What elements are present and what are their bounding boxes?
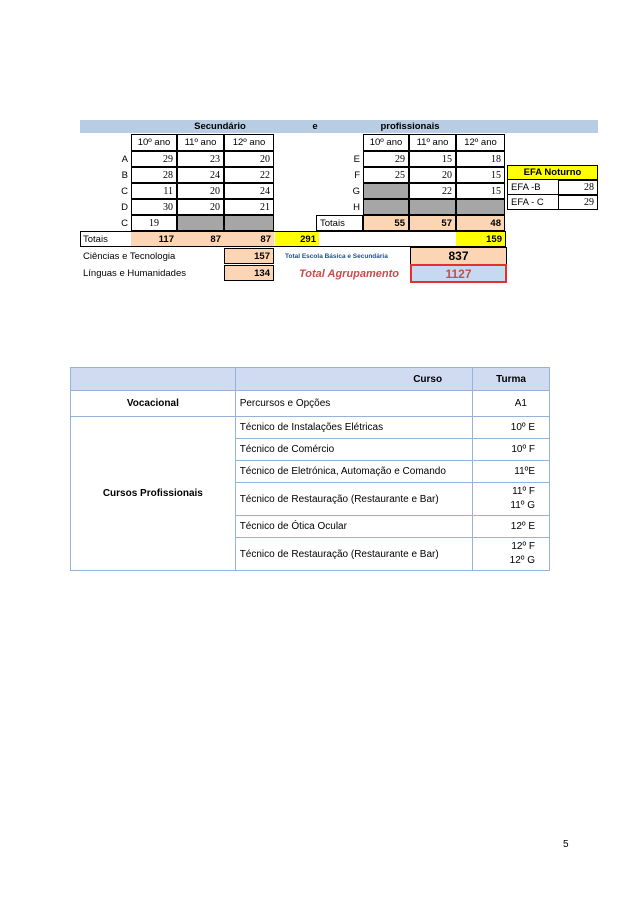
prof-cell: 15 [456,183,505,199]
turma-line: 12º G [509,555,535,566]
prof-row-label: F [354,169,360,181]
sec-cell: 30 [131,199,177,215]
header-e: e [312,121,318,132]
vocacional-row [71,391,550,417]
prof-year-11: 11º ano [409,134,456,151]
prof-total-cell: 57 [409,215,456,231]
header-curso: Curso [235,368,472,391]
sec-cell: 21 [224,199,274,215]
curso-name: Técnico de Restauração (Restaurante e Bar) [235,538,472,571]
total-escola-label: Total Escola Básica e Secundária [285,252,388,260]
page-number: 5 [563,839,569,850]
linguas-label: Línguas e Humanidades [83,267,186,279]
turma-cell [473,538,550,571]
sec-cell: 11 [131,183,177,199]
vocacional-label: Vocacional [71,391,236,417]
turma-cell: 10º F [473,439,550,461]
sec-cell: 28 [131,167,177,183]
sec-cell-empty [224,215,274,231]
sec-cell: 23 [177,151,224,167]
prof-cell-empty [456,199,505,215]
prof-cell: 22 [409,183,456,199]
sec-cell: 24 [224,183,274,199]
header-turma: Turma [473,368,550,391]
header-band [80,120,598,133]
header-empty [71,368,236,391]
turma-cell: 12º E [473,516,550,538]
total-agrupamento-label: Total Agrupamento [298,268,399,280]
prof-cell: 20 [409,167,456,183]
prof-totals-label: Totais [316,215,363,231]
prof-cell: 29 [363,151,409,167]
turma-cell: 10º E [473,417,550,439]
vocacional-curso: Percursos e Opções [235,391,472,417]
total-escola-value: 837 [410,247,507,265]
turma-cell [473,483,550,516]
curso-name: Técnico de Comércio [235,439,472,461]
totals-sum: 291 [275,232,319,246]
profissionais-label: Cursos Profissionais [71,417,236,571]
sec-cell: 19 [131,215,177,231]
sec-year-12: 12º ano [224,134,274,151]
sec-cell: 20 [177,199,224,215]
prof-cell-empty [363,183,409,199]
sec-cell: 20 [177,183,224,199]
efa-value: 28 [558,180,598,195]
efa-label: EFA -B [507,180,558,195]
sec-cell: 22 [224,167,274,183]
totals-cell: 87 [177,232,224,246]
prof-cell-empty [409,199,456,215]
efa-label: EFA - C [507,195,558,210]
curso-name: Técnico de Eletrónica, Automação e Comando [235,461,472,483]
prof-year-10: 10º ano [363,134,409,151]
totals-cell: 87 [224,232,274,246]
prof-row-label: G [352,185,360,197]
prof-row-label: E [353,153,360,165]
turma-cell: 11ºE [473,461,550,483]
efa-value: 29 [558,195,598,210]
sec-row-label: B [121,169,128,181]
table-row [71,417,550,439]
prof-row-label: H [353,201,360,213]
turma-line: 11º F [512,486,535,497]
totals-label: Totais [83,233,108,245]
curso-name: Técnico de Ótica Ocular [235,516,472,538]
header-profissionais: profissionais [380,121,440,132]
prof-total-cell: 55 [363,215,409,231]
sec-row-label: C [121,185,128,197]
sec-cell: 20 [224,151,274,167]
linguas-value: 134 [224,265,274,281]
prof-cell-empty [363,199,409,215]
prof-totals-sum: 159 [456,232,505,246]
sec-row-label: A [121,153,128,165]
sec-row-label: D [121,201,128,213]
turma-line: 11º G [510,500,535,511]
courses-table [70,367,550,571]
sec-cell-empty [177,215,224,231]
sec-year-11: 11º ano [177,134,224,151]
prof-cell: 18 [456,151,505,167]
total-agrupamento-value: 1127 [410,264,507,283]
curso-name: Técnico de Restauração (Restaurante e Bar) [235,483,472,516]
totals-cell: 117 [131,232,177,246]
ciencias-value: 157 [224,248,274,264]
turma-line: 12º F [511,541,535,552]
vocacional-turma: A1 [473,391,550,417]
sec-row-label: C [121,217,128,229]
courses-header-row [71,368,550,391]
prof-cell: 25 [363,167,409,183]
sec-year-10: 10º ano [131,134,177,151]
efa-title: EFA Noturno [507,165,598,180]
prof-year-12: 12º ano [456,134,505,151]
curso-name: Técnico de Instalações Elétricas [235,417,472,439]
header-secundario: Secundário [194,121,246,132]
prof-cell: 15 [409,151,456,167]
prof-cell: 15 [456,167,505,183]
ciencias-label: Ciências e Tecnologia [83,250,176,262]
sec-cell: 29 [131,151,177,167]
prof-total-cell: 48 [456,215,505,231]
sec-cell: 24 [177,167,224,183]
